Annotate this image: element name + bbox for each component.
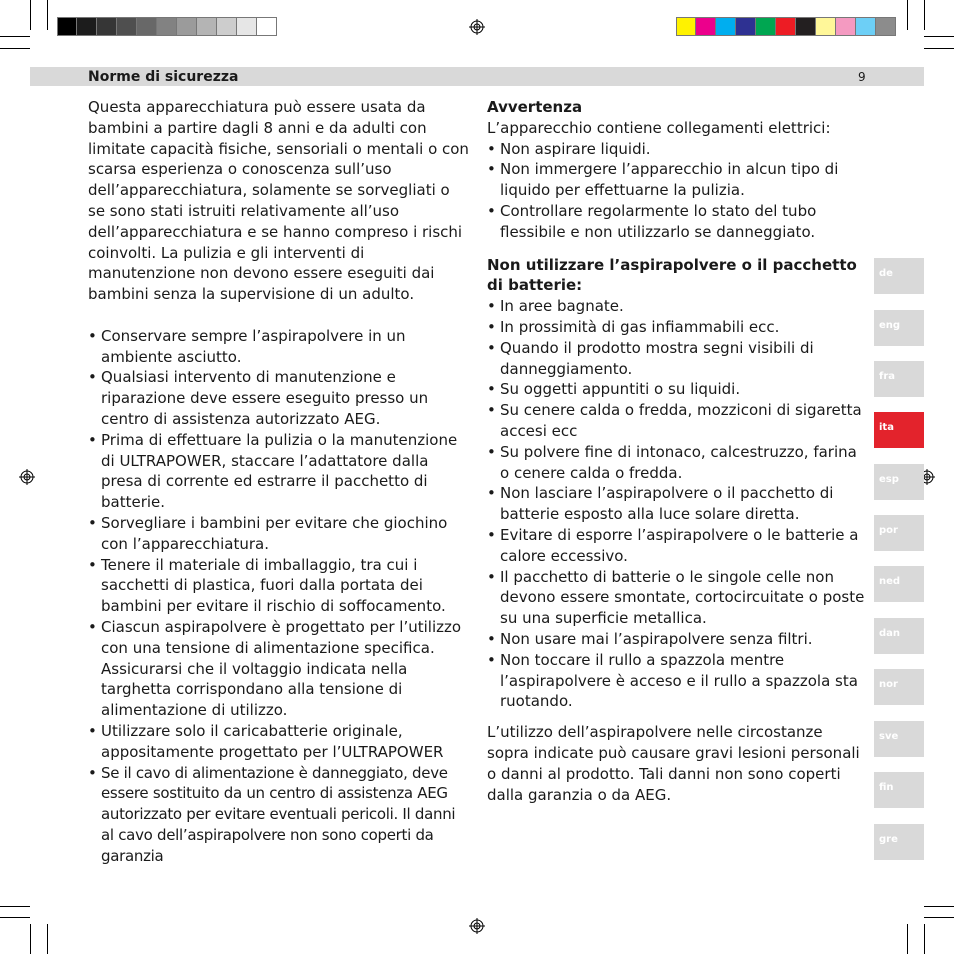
right-column — [487, 97, 869, 805]
list-item: • Utilizzare solo il caricabatterie originale, appositamente progettato per l’ULTRAPOWER — [88, 721, 470, 763]
crop-mark — [30, 0, 31, 30]
crop-mark — [0, 917, 30, 918]
language-tab-dan[interactable]: dan — [874, 618, 924, 654]
page-number: 9 — [858, 70, 866, 84]
registration-mark-icon — [469, 918, 485, 934]
color-swatch — [217, 17, 237, 36]
crop-mark — [907, 0, 908, 30]
crop-mark — [924, 906, 954, 907]
intro-paragraph: Questa apparecchiatura può essere usata da bambini a partire dagli 8 anni e da adulti con limitate capacità fisiche, sensoriali o mentali o con scarsa esperienza o conoscenza sull’uso dell’apparecchiatura, solamente se sorvegliati o se sono stati istruiti relativamente all’uso dell’apparecchiatura e se hanno compreso i rischi coinvolti. La pulizia e gli interventi di manutenzione non devono essere eseguiti dai bambini senza la supervisione di un adulto. — [88, 98, 469, 304]
list-item: • Sorvegliare i bambini per evitare che giochino con l’apparecchiatura. — [88, 513, 470, 555]
color-swatch — [816, 17, 836, 36]
color-swatch — [736, 17, 756, 36]
color-swatch — [97, 17, 117, 36]
color-swatch — [117, 17, 137, 36]
language-tab-por[interactable]: por — [874, 515, 924, 551]
crop-mark — [924, 36, 954, 37]
list-item: • Non usare mai l’aspirapolvere senza filtri. — [487, 629, 869, 650]
list-item: • Su polvere fine di intonaco, calcestruzzo, farina o cenere calda o fredda. — [487, 442, 869, 484]
list-item: • Ciascun aspirapolvere è progettato per l’utilizzo con una tensione di alimentazione specifica. Assicurarsi che il voltaggio indicata nella targhetta corrispondano alla tensione di alimentazione di utilizzo. — [88, 617, 470, 721]
crop-mark — [47, 0, 48, 30]
list-item: • Qualsiasi intervento di manutenzione e riparazione deve essere eseguito presso un centro di assistenza autorizzato AEG. — [88, 367, 470, 429]
list-item: • Il pacchetto di batterie o le singole celle non devono essere smontate, cortocircuitate o poste su una superficie metallica. — [487, 567, 869, 629]
color-swatch — [157, 17, 177, 36]
color-swatch — [776, 17, 796, 36]
list-item: • Prima di effettuare la pulizia o la manutenzione di ULTRAPOWER, staccare l’adattatore dalla presa di corrente ed estrarre il pacchetto di batterie. — [88, 430, 470, 513]
language-tab-gre[interactable]: gre — [874, 824, 924, 860]
list-item: • Evitare di esporre l’aspirapolvere o le batterie a calore eccessivo. — [487, 525, 869, 567]
list-item: • Conservare sempre l’aspirapolvere in un ambiente asciutto. — [88, 326, 470, 368]
crop-mark — [30, 924, 31, 954]
registration-mark-icon — [19, 469, 35, 485]
language-tab-sve[interactable]: sve — [874, 721, 924, 757]
color-swatch — [237, 17, 257, 36]
list-item: • Su cenere calda o fredda, mozziconi di sigaretta accesi ecc — [487, 400, 869, 442]
list-item: • Su oggetti appuntiti o su liquidi. — [487, 379, 869, 400]
crop-mark — [0, 906, 30, 907]
language-tab-fin[interactable]: fin — [874, 772, 924, 808]
color-swatch — [796, 17, 816, 36]
list-item: • Non lasciare l’aspirapolvere o il pacchetto di batterie esposto alla luce solare diretta. — [487, 483, 869, 525]
language-tab-de[interactable]: de — [874, 258, 924, 294]
color-swatch — [137, 17, 157, 36]
warning-heading: Avvertenza — [487, 98, 583, 116]
crop-mark — [924, 917, 954, 918]
list-item: • Quando il prodotto mostra segni visibili di danneggiamento. — [487, 338, 869, 380]
list-item: • In prossimità di gas infiammabili ecc. — [487, 317, 869, 338]
color-swatch — [676, 17, 696, 36]
list-item: • Controllare regolarmente lo stato del tubo flessibile e non utilizzarlo se danneggiato. — [487, 201, 869, 243]
list-item: • Tenere il materiale di imballaggio, tra cui i sacchetti di plastica, fuori dalla portata dei bambini per evitare il rischio di soffocamento. — [88, 555, 470, 617]
crop-mark — [924, 0, 925, 30]
color-swatch — [197, 17, 217, 36]
crop-mark — [47, 924, 48, 954]
grayscale-calibration-bar — [57, 17, 277, 36]
language-tab-ita[interactable]: ita — [874, 412, 924, 448]
warning-intro: L’apparecchio contiene collegamenti elettrici: — [487, 118, 831, 137]
color-swatch — [856, 17, 876, 36]
crop-mark — [924, 924, 925, 954]
language-tab-fra[interactable]: fra — [874, 361, 924, 397]
list-item: • Se il cavo di alimentazione è danneggiato, deve essere sostituito da un centro di assistenza AEG autorizzato per evitare eventuali pericoli. Il danni al cavo dell’aspirapolvere non sono coperti da garanzia — [88, 763, 470, 867]
donot-heading: Non utilizzare l’aspirapolvere o il pacchetto di batterie: — [487, 255, 857, 295]
crop-mark — [0, 36, 30, 37]
crop-mark — [907, 924, 908, 954]
color-swatch — [77, 17, 97, 36]
language-tab-nor[interactable]: nor — [874, 669, 924, 705]
color-swatch — [177, 17, 197, 36]
list-item: • Non aspirare liquidi. — [487, 139, 869, 160]
registration-mark-icon — [469, 19, 485, 35]
list-item: • In aree bagnate. — [487, 296, 869, 317]
color-swatch — [257, 17, 277, 36]
color-swatch — [696, 17, 716, 36]
language-tab-eng[interactable]: eng — [874, 310, 924, 346]
closing-paragraph: L’utilizzo dell’aspirapolvere nelle circostanze sopra indicate può causare gravi lesioni personali o danni al prodotto. Tali danni non sono coperti dalla garanzia o da AEG. — [487, 723, 860, 804]
color-swatch — [876, 17, 896, 36]
list-item: • Non immergere l’apparecchio in alcun tipo di liquido per effettuarne la pulizia. — [487, 159, 869, 201]
color-swatch — [716, 17, 736, 36]
section-title: Norme di sicurezza — [88, 69, 239, 85]
list-item: • Non toccare il rullo a spazzola mentre l’aspirapolvere è acceso e il rullo a spazzola sta ruotando. — [487, 650, 869, 712]
color-swatch — [57, 17, 77, 36]
language-tab-ned[interactable]: ned — [874, 566, 924, 602]
crop-mark — [924, 48, 954, 49]
left-column — [88, 97, 470, 866]
color-calibration-bar — [676, 17, 896, 36]
color-swatch — [836, 17, 856, 36]
color-swatch — [756, 17, 776, 36]
crop-mark — [0, 48, 30, 49]
language-tab-esp[interactable]: esp — [874, 464, 924, 500]
